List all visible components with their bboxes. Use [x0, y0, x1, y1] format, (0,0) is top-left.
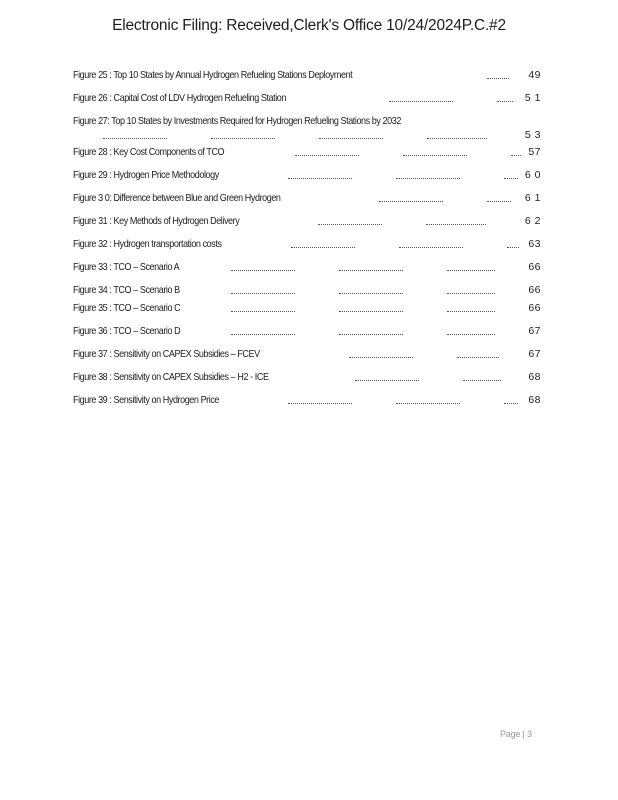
dot-leader: [319, 138, 383, 139]
dot-leader: [447, 311, 495, 312]
dot-leader: [288, 403, 352, 404]
dot-leader: [487, 78, 509, 79]
toc-entry-page: 57: [528, 146, 541, 158]
dot-leader: [504, 178, 518, 179]
dot-leader: [389, 101, 453, 102]
dot-leader: [396, 178, 460, 179]
toc-entry[interactable]: [73, 191, 543, 214]
toc-entry[interactable]: [73, 91, 543, 114]
toc-entry[interactable]: [73, 68, 543, 91]
dot-leader: [231, 311, 295, 312]
page-number-footer: Page | 3: [500, 729, 532, 739]
toc-entry-page: 66: [528, 302, 541, 314]
dot-leader: [295, 155, 359, 156]
dot-leader: [231, 293, 295, 294]
dot-leader: [399, 247, 463, 248]
dot-leader: [396, 403, 460, 404]
dot-leader: [447, 293, 495, 294]
dot-leader: [339, 334, 403, 335]
dot-leader: [507, 247, 519, 248]
toc-entry-page: 67: [528, 348, 541, 360]
toc-entry-page: 63: [528, 238, 541, 250]
toc-entry[interactable]: [73, 214, 543, 237]
toc-entry-page: 68: [528, 371, 541, 383]
dot-leader: [355, 380, 419, 381]
toc-entry-label: Figure 3 0: Difference between Blue and Green Hydrogen: [73, 192, 281, 204]
toc-entry[interactable]: [73, 370, 543, 393]
dot-leader: [339, 311, 403, 312]
toc-entry[interactable]: [73, 283, 543, 301]
toc-entry-label: Figure 27: Top 10 States by Investments Required for Hydrogen Refueling Stations by 2032: [73, 115, 401, 127]
table-of-figures: [73, 68, 543, 416]
dot-leader: [349, 357, 413, 358]
dot-leader: [426, 224, 486, 225]
toc-entry-page: 6 1: [524, 192, 541, 204]
toc-entry-page: 68: [528, 394, 541, 406]
dot-leader: [339, 293, 403, 294]
toc-entry-label: Figure 28 : Key Cost Components of TCO: [73, 146, 225, 158]
dot-leader: [511, 155, 521, 156]
dot-leader: [457, 357, 499, 358]
toc-entry-page: 6 2: [524, 215, 541, 227]
toc-entry-label: Figure 38 : Sensitivity on CAPEX Subsidies – H2 - ICE: [73, 371, 269, 383]
dot-leader: [427, 138, 487, 139]
dot-leader: [231, 270, 295, 271]
toc-entry-page: 6 0: [524, 169, 541, 181]
dot-leader: [103, 138, 167, 139]
dot-leader: [379, 201, 443, 202]
toc-entry-label: Figure 37 : Sensitivity on CAPEX Subsidies – FCEV: [73, 348, 260, 360]
toc-entry-page: 49: [528, 69, 541, 81]
dot-leader: [504, 403, 518, 404]
dot-leader: [447, 270, 495, 271]
dot-leader: [463, 380, 501, 381]
toc-entry-label: Figure 29 : Hydrogen Price Methodology: [73, 169, 219, 181]
toc-entry[interactable]: [73, 260, 543, 283]
dot-leader: [211, 138, 275, 139]
dot-leader: [288, 178, 352, 179]
toc-entry-page: 5 3: [524, 129, 541, 141]
dot-leader: [318, 224, 382, 225]
filing-header: Electronic Filing: Received,Clerk's Office 10/24/2024P.C.#2: [112, 17, 506, 34]
toc-entry-label: Figure 35 : TCO – Scenario C: [73, 302, 181, 314]
toc-entry[interactable]: [73, 393, 543, 416]
dot-leader: [487, 201, 511, 202]
toc-entry-label: Figure 25 : Top 10 States by Annual Hydrogen Refueling Stations Deployment: [73, 69, 353, 81]
toc-entry[interactable]: [73, 145, 543, 168]
toc-entry-label: Figure 32 : Hydrogen transportation costs: [73, 238, 222, 250]
dot-leader: [291, 247, 355, 248]
dot-leader: [403, 155, 467, 156]
toc-entry-label: Figure 36 : TCO – Scenario D: [73, 325, 181, 337]
dot-leader: [497, 101, 513, 102]
toc-entry[interactable]: [73, 301, 543, 324]
toc-entry-page: 66: [528, 284, 541, 296]
toc-entry-page: 5 1: [524, 92, 541, 104]
dot-leader: [339, 270, 403, 271]
toc-entry-label: Figure 39 : Sensitivity on Hydrogen Price: [73, 394, 219, 406]
toc-entry-label: Figure 33 : TCO – Scenario A: [73, 261, 180, 273]
toc-entry-label: Figure 31 : Key Methods of Hydrogen Delivery: [73, 215, 240, 227]
dot-leader: [447, 334, 495, 335]
toc-entry-label: Figure 26 : Capital Cost of LDV Hydrogen Refueling Station: [73, 92, 286, 104]
toc-entry[interactable]: [73, 114, 543, 145]
toc-entry-page: 66: [528, 261, 541, 273]
toc-entry-label: Figure 34 : TCO – Scenario B: [73, 284, 180, 296]
toc-entry[interactable]: [73, 168, 543, 191]
toc-entry-page: 67: [528, 325, 541, 337]
toc-entry[interactable]: [73, 324, 543, 347]
dot-leader: [231, 334, 295, 335]
toc-entry[interactable]: [73, 237, 543, 260]
toc-entry[interactable]: [73, 347, 543, 370]
